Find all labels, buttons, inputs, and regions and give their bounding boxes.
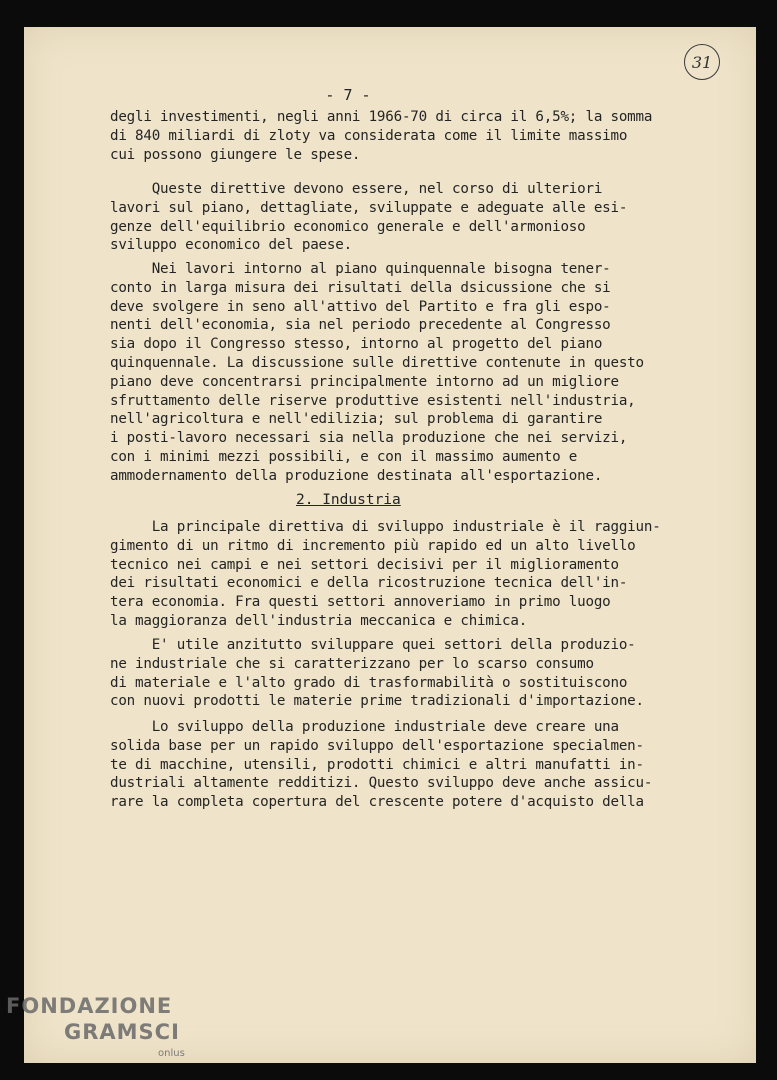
paragraph-industrial-directive: La principale direttiva di sviluppo industriale è il raggiun- gimento di un ritmo di incremento più rapido ed un alto livello tecnico nei campi e nei settori decisivi per il miglioramento dei risultati economici e della ricostruzione tecnica dell'in- tera economia. Fra questi settori annoveriamo in primo luogo la maggioranza dell'industria meccanica e chimica. (110, 519, 661, 629)
intro-paragraph: degli investimenti, negli anni 1966-70 di circa il 6,5%; la somma di 840 miliardi di zloty va considerata come il limite massimo cui possono giungere le spese. (110, 109, 653, 163)
watermark-line-3: onlus (158, 1048, 185, 1059)
section-heading: 2. Industria (296, 492, 401, 508)
paragraph-five-year-plan: Nei lavori intorno al piano quinquennale bisogna tener- conto in larga misura dei risultati della dsicussione che si deve svolgere in seno all'attivo del Partito e fra gli espo- nenti dell'economia, sia nel periodo precedente al Congresso sia dopo il Congresso stesso, intorno al progetto del piano quinquennale. La discussione sulle direttive contenute in questo piano deve concentrarsi principalmente intorno ad un migliore sfruttamento delle riserve produttive esistenti nell'industria, nell'agricoltura e nell'edilizia; sul problema di garantire i posti-lavoro necessari sia nella produzione che nei servizi, con i minimi mezzi possibili, e con il massimo aumento e ammodernamento della produzione destinata all'esportazione. (110, 261, 644, 484)
paragraph-production-sectors: E' utile anzitutto sviluppare quei settori della produzio- ne industriale che si caratterizzano per lo scarso consumo di materiale e l'alto grado di trasformabilità o sostituiscono con nuovi prodotti le materie prime tradizionali d'importazione. (110, 637, 644, 710)
watermark-line-1: FONDAZIONE (6, 994, 173, 1018)
paragraph-export-development: Lo sviluppo della produzione industriale deve creare una solida base per un rapido sviluppo dell'esportazione specialmen- te di macchine, utensili, prodotti chimici e altri manufatti in- dustriali altamente redditizi. Questo sviluppo deve anche assicu- rare la completa copertura del crescente potere d'acquisto della (110, 719, 653, 811)
page-number: - 7 - (325, 86, 371, 104)
handwritten-page-mark: 31 (684, 44, 720, 80)
paragraph-directives: Queste direttive devono essere, nel corso di ulteriori lavori sul piano, dettagliate, sviluppate e adeguate alle esi- genze dell'equilibrio economico generale e dell'armonioso sviluppo economico del paese. (110, 181, 628, 254)
watermark-line-2: GRAMSCI (64, 1020, 180, 1044)
fondazione-gramsci-watermark (6, 994, 185, 1059)
